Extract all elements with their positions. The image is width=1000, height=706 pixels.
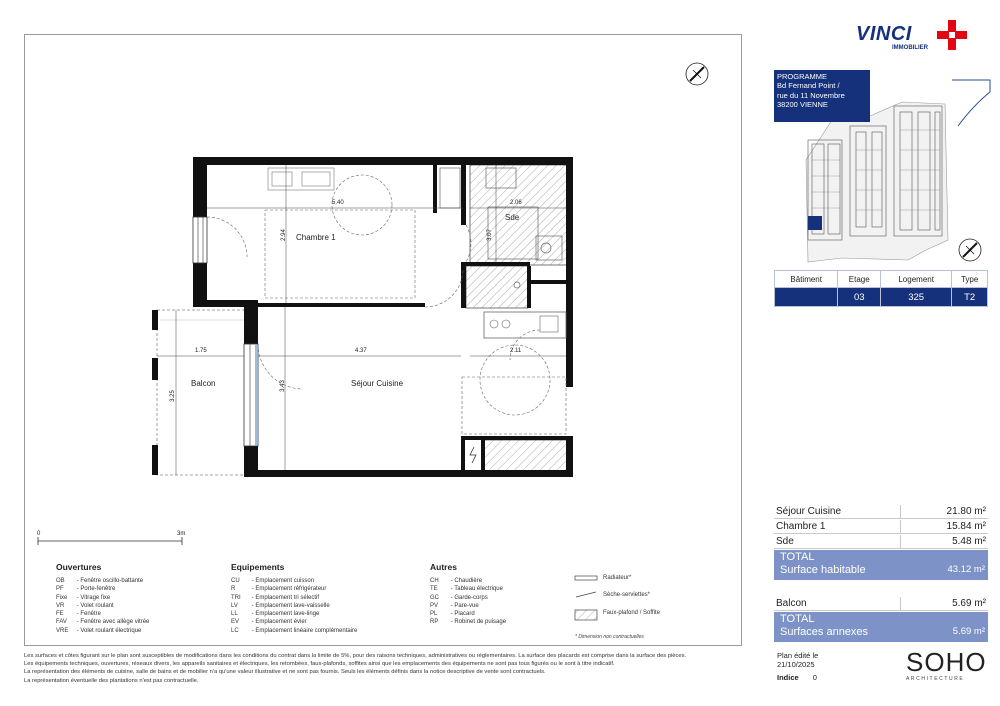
edition-date: 21/10/2025 [777,659,815,669]
lot-info-header-row [775,271,988,288]
legend-row: Fixe - Vitrage fixe [56,594,111,601]
legend-row: LC - Emplacement linéaire complémentaire [231,627,358,634]
legend-equipements [231,562,357,635]
legend-autres-title: Autres [430,562,457,572]
room-label-chambre: Chambre 1 [296,233,336,242]
legend-row: GC - Garde-corps [430,594,488,601]
legend-autres-list [430,577,506,627]
brand-logo [856,24,928,52]
dim-sde-height: 3.07 [486,229,493,241]
hatched-areas [466,165,568,475]
scale-bar [38,537,182,545]
legend-row: OB - Fenêtre oscillo-battante [56,578,144,584]
legend-ouvertures [56,562,149,635]
surface-room-area: 15.84 m² [946,521,986,532]
legend-towel-dryer: Sèche-serviettes* [603,592,651,598]
lot-info-value-row [775,288,988,307]
legend-row: EV - Emplacement évier [231,619,307,626]
surface-row [774,520,988,534]
footnote-line: La représentation des éléments de cuisine, salle de bains et de mobilier n'a qu'une valeur illustrative et ne sont pas fournis. Seuls les éléments définis dans la notice descriptive de vente sont contractuels. [24,669,546,676]
wardrobe[interactable] [268,168,334,190]
legend-row: FE - Fenêtre [56,611,102,618]
value-type: T2 [952,288,988,307]
legend-row: TRI - Emplacement tri sélectif [231,594,320,601]
legend-ouvertures-list [56,577,149,635]
total-annexes-value: 5.69 m² [952,626,985,637]
total-habitable-sublabel: Surface habitable [780,564,866,576]
architect-sub: ARCHITECTURE [906,676,965,682]
header-logement: Logement [881,271,952,288]
dim-balcon-height: 3.25 [169,390,176,402]
header-type: Type [952,271,988,288]
legend-row: RP - Robinet de puisage [430,619,507,626]
vinci-logo-icon [937,20,967,50]
legend-row: CH - Chaudière [430,578,483,584]
surface-row [774,505,988,519]
legend-autres [430,562,506,627]
header-batiment: Bâtiment [775,271,838,288]
scale-three: 3m [177,531,186,537]
legend-note: * Dimension non contractuelles [575,634,644,640]
total-habitable-box [774,550,988,580]
legend-row: TE - Tableau électrique [430,586,503,593]
brand-sub: IMMOBILIER [892,45,928,51]
programme-label: PROGRAMME [777,72,828,81]
legend-row: VRE - Volet roulant électrique [56,627,142,634]
electric-panel-icon [470,447,476,463]
surface-row [774,535,988,549]
legend-row: LV - Emplacement lave-vaisselle [231,602,330,609]
architect-logo [906,648,987,682]
programme-address-line: Bd Fernand Point / [777,81,840,91]
header-etage: Etage [838,271,881,288]
total-habitable-value: 43.12 m² [947,564,985,575]
dim-kitchen-width: 2.11 [510,348,522,354]
scale-zero: 0 [37,531,41,537]
total-habitable-label: TOTAL [780,551,815,563]
legend-symbols [575,576,597,620]
site-north-arrow-icon [959,239,981,261]
radiator-icon [575,576,597,580]
architect-name: SOHO [906,647,987,677]
room-label-sde: Sde [505,213,520,222]
surface-room-name: Sde [776,536,794,547]
legend-row: PV - Pare-vue [430,602,479,609]
programme-box [774,70,870,122]
annex-name: Balcon [776,598,807,609]
room-label-balcon: Balcon [191,379,216,388]
indice-label: Indice [777,673,799,682]
legend-row: CU - Emplacement cuisson [231,578,315,584]
surface-room-area: 21.80 m² [946,506,986,517]
footnote-line: La représentation éventuelle des plantations n'est pas contractuelle. [24,677,199,684]
programme-address-line: rue du 11 Novembre [777,90,845,100]
legend-row: R - Emplacement réfrigérateur [231,586,327,593]
legend-row: PF - Porte-fenêtre [56,586,116,593]
annex-area: 5.69 m² [952,598,986,609]
legend-row: VR - Volet roulant [56,602,114,609]
lot-info-table [774,270,988,307]
surface-room-name: Séjour Cuisine [776,506,842,517]
legend-row: FAV - Fenêtre avec allège vitrée [56,619,150,626]
legend-row: PL - Placard [430,611,475,618]
dim-sejour-width: 4.37 [355,348,367,354]
dim-chambre-height: 2.94 [280,229,287,241]
indice-value: 0 [812,673,817,682]
false-ceiling-icon [575,610,597,620]
legend-equipements-list [231,577,357,635]
north-arrow-icon [686,63,708,85]
value-etage: 03 [838,288,881,307]
surface-row [774,597,988,611]
total-annexes-label: TOTAL [780,613,815,625]
towel-dryer-icon [576,592,596,597]
footnote-line: Les surfaces et côtes figurant sur le plan sont susceptibles de modifications dans les conditions du contrat dans la limite de 5%, pour des raisons techniques, administratives ou réglementaires. La surface des placards est comprise dans la surface des pièces. [24,653,687,659]
footnote-line: Les équipements techniques, ouvertures, réseaux divers, les appareils sanitaires et électriques, les retombées, faux-plafonds, soffites ainsi que les emplacements des équipements ne sont pas tous figurés ou le sont à titre indicatif. [24,661,615,668]
total-annexes-box [774,612,988,642]
dim-sejour-height: 3.43 [279,380,286,392]
edition-label: Plan édité le [777,651,819,660]
dim-sde-width: 2.06 [510,200,522,206]
surface-room-name: Chambre 1 [776,521,826,532]
edition-info [777,652,818,683]
legend-radiator: Radiateur* [603,575,632,581]
brand-name: VINCI [856,23,912,45]
surface-room-area: 5.48 m² [952,536,986,547]
dim-chambre-width: 5.40 [332,200,344,206]
footnotes [24,652,686,685]
legend-equipements-title: Equipements [231,562,285,572]
value-logement: 325 [881,288,952,307]
dim-balcon-width: 1.75 [195,348,207,354]
legend-false-ceiling: Faux-plafond / Soffite [603,610,660,616]
value-batiment [775,288,838,307]
legend-row: LL - Emplacement lave-linge [231,611,320,618]
programme-address-line: 38200 VIENNE [777,100,828,110]
total-annexes-sublabel: Surfaces annexes [780,626,869,638]
legend-ouvertures-title: Ouvertures [56,562,102,572]
balcony-area [152,310,245,475]
room-label-sejour: Séjour Cuisine [351,379,404,388]
